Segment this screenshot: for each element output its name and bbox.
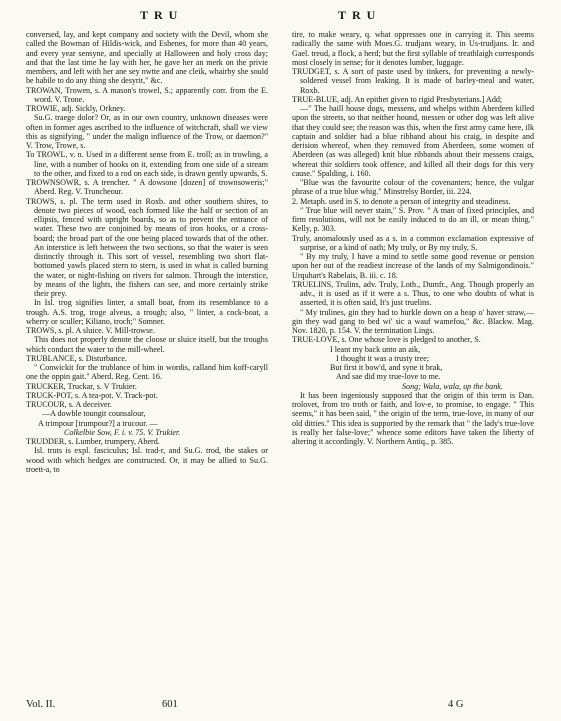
entry: It has been ingeniously supposed that the origin of this term is Dan. trolovet, from tro troth or faith, and lov-e, to promise, to engage. " This seems," it has been said, " the origin of the term, true-love, in many of our old ditties." This idea is supported by the remark that " the lady's true-love is really her false-love;" whence some editors have taken the liberty of altering it accordingly. V. Northern Antiq., p. 385. — [292, 390, 534, 446]
entry: TRUDGET, s. A sort of paste used by tinkers, for preventing a newly-soldered vessel from leaking. It is made of barley-meal and water, Roxb. — [292, 67, 534, 95]
verse-line: A trimpour [trumpour?] a trucour. — — [38, 418, 158, 428]
entry: —" The haill house dogs, messens, and whelps within Aberdeen killed upon the streets, so that neither hound, messen or other dog was left alive that they could see; the reason was this, when the first army came here, ilk captain and soldier had a blue ribband about his craig, in despite and derision whereof, when they removed from Aberdeen, some women of Aberdeen (as was alleged) knit blue ribbands about their messens craigs, whereat thir soldiers took offence, and killed all their dogs for this very cause." Spalding, i. 160. — [292, 104, 534, 178]
entry: TRUE-LOVE, s. One whose love is pledged to another, S. — [292, 335, 481, 345]
verse-line: —A dowble toungit counsalour, — [42, 409, 146, 419]
signature-mark: 4 G — [448, 699, 464, 710]
entry: " By my truly, I have a mind to settle some good revenue or pension upon her out of the readiest increase of the lands of my Salmigondinois." Urquhart's Rabelais, B. iii. c. 18. — [292, 252, 534, 280]
entry: To TROWL, v. n. Used in a different sense from E. troll; as in trowling, a line, with a number of hooks on it, extending from one side of a stream to the other, and fixed to a rod on each side, is drawn gently upwards, S. — [26, 150, 268, 178]
entry: TRUDDER, s. Lumber, trumpery, Aberd. — [26, 437, 160, 446]
verse-line: I leant my back unto an aik, — [330, 344, 421, 354]
entry: " True blue will never stain," S. Prov. " A man of fixed principles, and firm resolutions, will not be easily induced to do an ill, or mean thing." Kelly, p. 303. — [292, 205, 534, 234]
entry: TROWAN, Trowen, s. A mason's trowel, S.; apparently corr. from the E. word. V. Trone. — [26, 85, 268, 104]
verse-line: And sae did my true-love to me. — [336, 372, 441, 382]
right-column — [292, 30, 534, 446]
entry: Isl. truts is expl. fasciculus; Isl. trad-r, and Su.G. trod, the stakes or wood with which hedges are constructed. Or, it may be allied to Su.G. troett-a, to — [26, 446, 268, 474]
entry: Truly, anomalously used as a s. in a common exclamation expressive of surprise, or a kind of oath; My truly, or By my truly, S. — [292, 233, 534, 252]
entry: TRUCK-POT, s. A tea-pot. V. Track-pot. — [26, 390, 158, 400]
verse-line: I thought it was a trusty tree; — [336, 353, 430, 363]
entry: TROWS, s. pl. A sluice. V. Mill-trowse. — [26, 326, 155, 335]
left-column — [26, 30, 268, 474]
entry: In Isl. trog signifies linter, a small boat, from its resemblance to a trough. A.S. trog, troge alveus, a trough; also, " linter, a cock-boat, a wherry or sculler; Kiliano, troch;" Somner. — [26, 298, 268, 326]
entry: 2. Metaph. used in S. to denote a person of integrity and steadiness. — [292, 196, 511, 206]
entry: TRUE-BLUE, adj. An epithet given to rigid Presbyterians.] Add; — [292, 94, 503, 104]
entry: This does not properly denote the cloose or sluice itself, but the troughs which conduct the water to the mill-wheel. — [26, 335, 268, 354]
running-head-right: TRU — [338, 8, 382, 22]
entry: TRUCKER, Truckar, s. V Trukier. — [26, 381, 137, 391]
entry: "Blue was the favourite colour of the covenanters; hence, the vulgar phrase of a true blue whig." Minstrelsy Border, iii. 224. — [292, 178, 534, 197]
verse-line: But first it bow'd, and syne it brak, — [330, 363, 443, 372]
entry: " My trulines, gin they had to hurkle down on a heap o' haver straw,—gin they wad gang to bed wi' sic a wauf wamefou," &c. Blackw. Mag. Nov. 1820, p. 154. V. the termination Lings. — [292, 307, 534, 335]
entry: tire, to make weary, q. what oppresses one in carrying it. This seems radically the same with Moes.G. trudjans weary, in Us-trudjans. Ir. and Gael. treud, a flock, a herd; but the first syllable of treathlaigh corresponds most closely in sense; for it denotes lumber, luggage. — [292, 30, 534, 67]
verse-citation: Colkelbie Sow, F. i. v. 75. V. Trukier. — [64, 427, 181, 437]
entry: TROWNSOWR, s. A trencher. " A dowsone [dozen] of trownsoweris;" Aberd. Reg. V. Truncheour. — [26, 178, 268, 197]
verse-citation: Song; Wala, wala, up the bank. — [402, 381, 503, 391]
page-number: 601 — [162, 699, 178, 710]
entry: " Conwickit for the trublance of him in wordis, calland him koff-caryll one the oppin gait." Aberd. Reg. Cent. 16. — [26, 363, 268, 382]
entry: TROWIE, adj. Sickly, Orkney. — [26, 104, 126, 113]
entry: TRUELINS, Trulins, adv. Truly, Loth., Dumfr., Ang. Though properly an adv., it is used as if it were a s. Thus, to one who doubts of what is asserted, it is often said, It's just truelins. — [292, 279, 534, 308]
entry: TROWS, s. pl. The term used in Roxb. and other southern shires, to denote two pieces of wood, each formed like the half or section of an ellipsis, fenced with upright boards, so as to prevent the entrance of water. These two are conjoined by means of iron hooks, or a cross-board; the broad part of the one being placed towards that of the other. An interstice is left between the two sections, so that the water is seen distinctly through it. This sort of vessel, resembling two short flat-bottomed yawls placed stern to stern, is used in what is called burning the water, or night-fishing on rivers for salmon. Through the interstice, by means of the lights, the fishers can see, and more certainly strike their prey. — [26, 196, 268, 298]
entry: TRUBLANCE, s. Disturbance. — [26, 353, 127, 363]
entry: Su.G. traege dolor? Or, as in our own country, unknown diseases were often in former ages ascribed to the influence of witchcraft, shall we view this as signifying, " under the malign influence of the Trow, or daemon?" V. Trow, Trowe, s. — [26, 113, 268, 150]
volume-label: Vol. II. — [26, 699, 56, 710]
entry: TRUCOUR, s. A deceiver. — [26, 400, 112, 409]
running-head-left: TRU — [140, 8, 184, 22]
entry: conversed, lay, and kept company and society with the Devil, whom she called the Bowman of Hildis-wick, and Eshenes, for more than 40 years, and every year sensyne, and specially at Halloween and holy cross day; and that the last time he lay with her, he gave her an merk on the privie members, and left with her ane sey nwtte and ane cleik, whairby she sould be habile to do any thing she desyrit," &c. — [26, 30, 268, 86]
